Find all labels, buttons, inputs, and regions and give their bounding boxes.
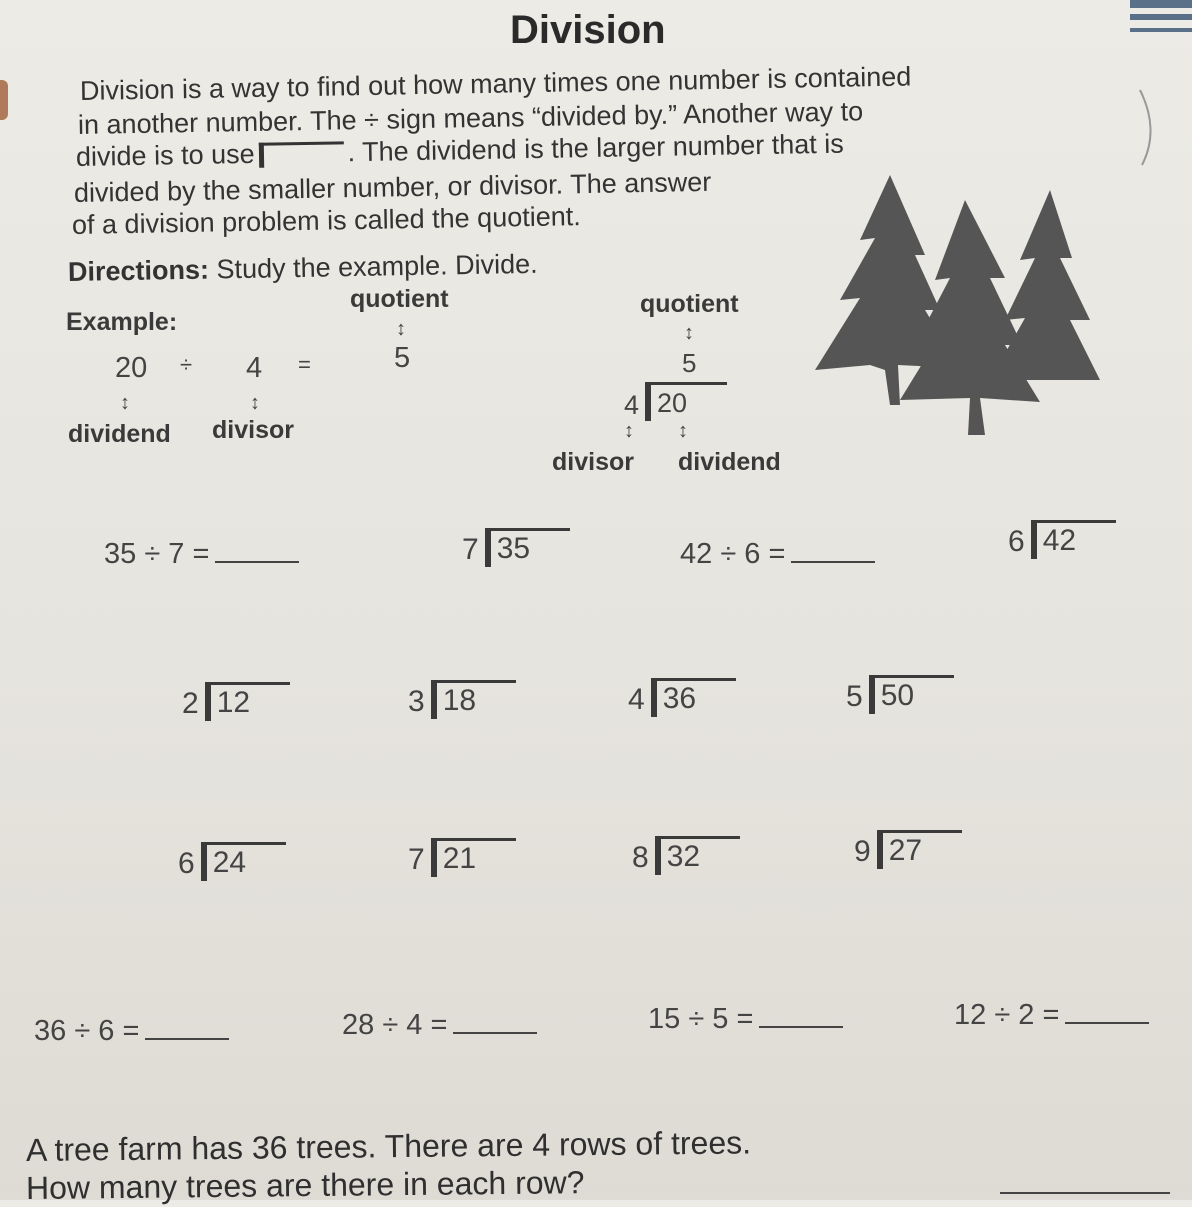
ld-dividend-label: dividend xyxy=(678,448,781,476)
divisor: 6 xyxy=(1008,525,1025,558)
long-division-7-35 xyxy=(462,528,570,567)
dividend: 27 xyxy=(877,830,962,869)
dividend-label: dividend xyxy=(68,420,171,448)
intro-line-2: in another number. The ÷ sign means “divided by.” Another way to xyxy=(77,96,864,140)
example-divisor: 4 xyxy=(246,352,263,384)
pine-trees-illustration xyxy=(800,170,1130,440)
divisor: 9 xyxy=(854,835,871,868)
answer-blank[interactable] xyxy=(791,535,875,563)
ld-dividend-arrow-icon: ↕ xyxy=(678,420,688,442)
intro-line-1: Division is a way to find out how many times one number is contained xyxy=(79,61,912,106)
answer-blank[interactable] xyxy=(215,535,299,563)
divisor: 2 xyxy=(182,687,199,720)
example-long-division xyxy=(624,382,727,421)
quotient-arrow-icon: ↕ xyxy=(396,318,406,340)
example-label: Example: xyxy=(66,308,178,336)
dividend: 21 xyxy=(431,838,516,877)
problem-15-div-5 xyxy=(648,1000,843,1036)
divisor: 5 xyxy=(846,680,863,713)
dividend: 18 xyxy=(431,680,516,719)
long-division-9-27 xyxy=(854,830,962,869)
long-division-6-42 xyxy=(1008,520,1116,559)
divisor: 8 xyxy=(632,841,649,874)
problem-text: 42 ÷ 6 = xyxy=(680,538,786,570)
dividend: 36 xyxy=(651,678,736,717)
problem-text: 12 ÷ 2 = xyxy=(954,999,1060,1031)
dividend: 32 xyxy=(655,836,740,875)
page-edge-mark xyxy=(0,80,8,120)
divisor: 7 xyxy=(408,843,425,876)
problem-12-div-2 xyxy=(954,996,1149,1032)
quotient-label: quotient xyxy=(350,285,449,313)
dividend: 35 xyxy=(485,528,570,567)
division-bracket-icon xyxy=(258,142,343,168)
directions xyxy=(68,247,538,289)
divisor-label: divisor xyxy=(212,416,294,444)
intro-line-3b: . The dividend is the larger number that is xyxy=(347,128,845,168)
problem-28-div-4 xyxy=(342,1006,537,1042)
divisor: 6 xyxy=(178,847,195,880)
answer-blank[interactable] xyxy=(453,1006,537,1034)
long-division-7-21 xyxy=(408,838,516,877)
ld-quotient: 5 xyxy=(682,348,697,378)
divisor-arrow-icon: ↕ xyxy=(250,392,260,414)
ld-quotient-arrow-icon: ↕ xyxy=(684,322,694,344)
corner-decoration xyxy=(1120,0,1192,200)
divisor: 4 xyxy=(628,683,645,716)
problem-36-div-6 xyxy=(34,1012,229,1048)
long-division-4-36 xyxy=(628,678,736,717)
dividend: 12 xyxy=(205,682,290,721)
answer-blank[interactable] xyxy=(145,1012,229,1040)
intro-line-3a: divide is to use xyxy=(75,138,255,172)
answer-blank[interactable] xyxy=(1065,996,1149,1024)
dividend: 42 xyxy=(1031,520,1116,559)
ld-divisor-arrow-icon: ↕ xyxy=(624,420,634,442)
dividend: 24 xyxy=(201,842,286,881)
ld-quotient-label: quotient xyxy=(640,290,739,318)
problem-35-div-7 xyxy=(104,535,299,571)
divisor: 3 xyxy=(408,685,425,718)
problem-42-div-6 xyxy=(680,535,875,571)
example-equals: = xyxy=(298,352,311,377)
word-problem-line-2: How many trees are there in each row? xyxy=(25,1164,585,1206)
long-division-5-50 xyxy=(846,675,954,714)
intro-line-5: of a division problem is called the quotient. xyxy=(71,201,581,240)
long-division-2-12 xyxy=(182,682,290,721)
ld-divisor: 4 xyxy=(624,390,640,420)
page-title: Division xyxy=(510,8,666,52)
divisor: 7 xyxy=(462,533,479,566)
intro-line-4: divided by the smaller number, or divisor. The answer xyxy=(73,166,712,208)
long-division-3-18 xyxy=(408,680,516,719)
answer-blank[interactable] xyxy=(759,1000,843,1028)
long-division-6-24 xyxy=(178,842,286,881)
problem-text: 15 ÷ 5 = xyxy=(648,1003,754,1035)
directions-text: Study the example. Divide. xyxy=(216,248,538,285)
directions-label: Directions: xyxy=(67,254,210,287)
word-problem-line-1: A tree farm has 36 trees. There are 4 rows of trees. xyxy=(25,1124,752,1168)
problem-text: 36 ÷ 6 = xyxy=(34,1015,140,1047)
problem-text: 35 ÷ 7 = xyxy=(104,538,210,570)
example-divide-sign: ÷ xyxy=(180,352,193,377)
long-division-8-32 xyxy=(632,836,740,875)
dividend-arrow-icon: ↕ xyxy=(120,392,130,414)
word-problem-answer-blank[interactable] xyxy=(1000,1192,1170,1194)
ld-divisor-label: divisor xyxy=(552,448,634,476)
example-dividend: 20 xyxy=(115,352,148,384)
problem-text: 28 ÷ 4 = xyxy=(342,1009,448,1041)
ld-dividend: 20 xyxy=(645,382,727,421)
example-quotient: 5 xyxy=(394,342,411,374)
dividend: 50 xyxy=(869,675,954,714)
